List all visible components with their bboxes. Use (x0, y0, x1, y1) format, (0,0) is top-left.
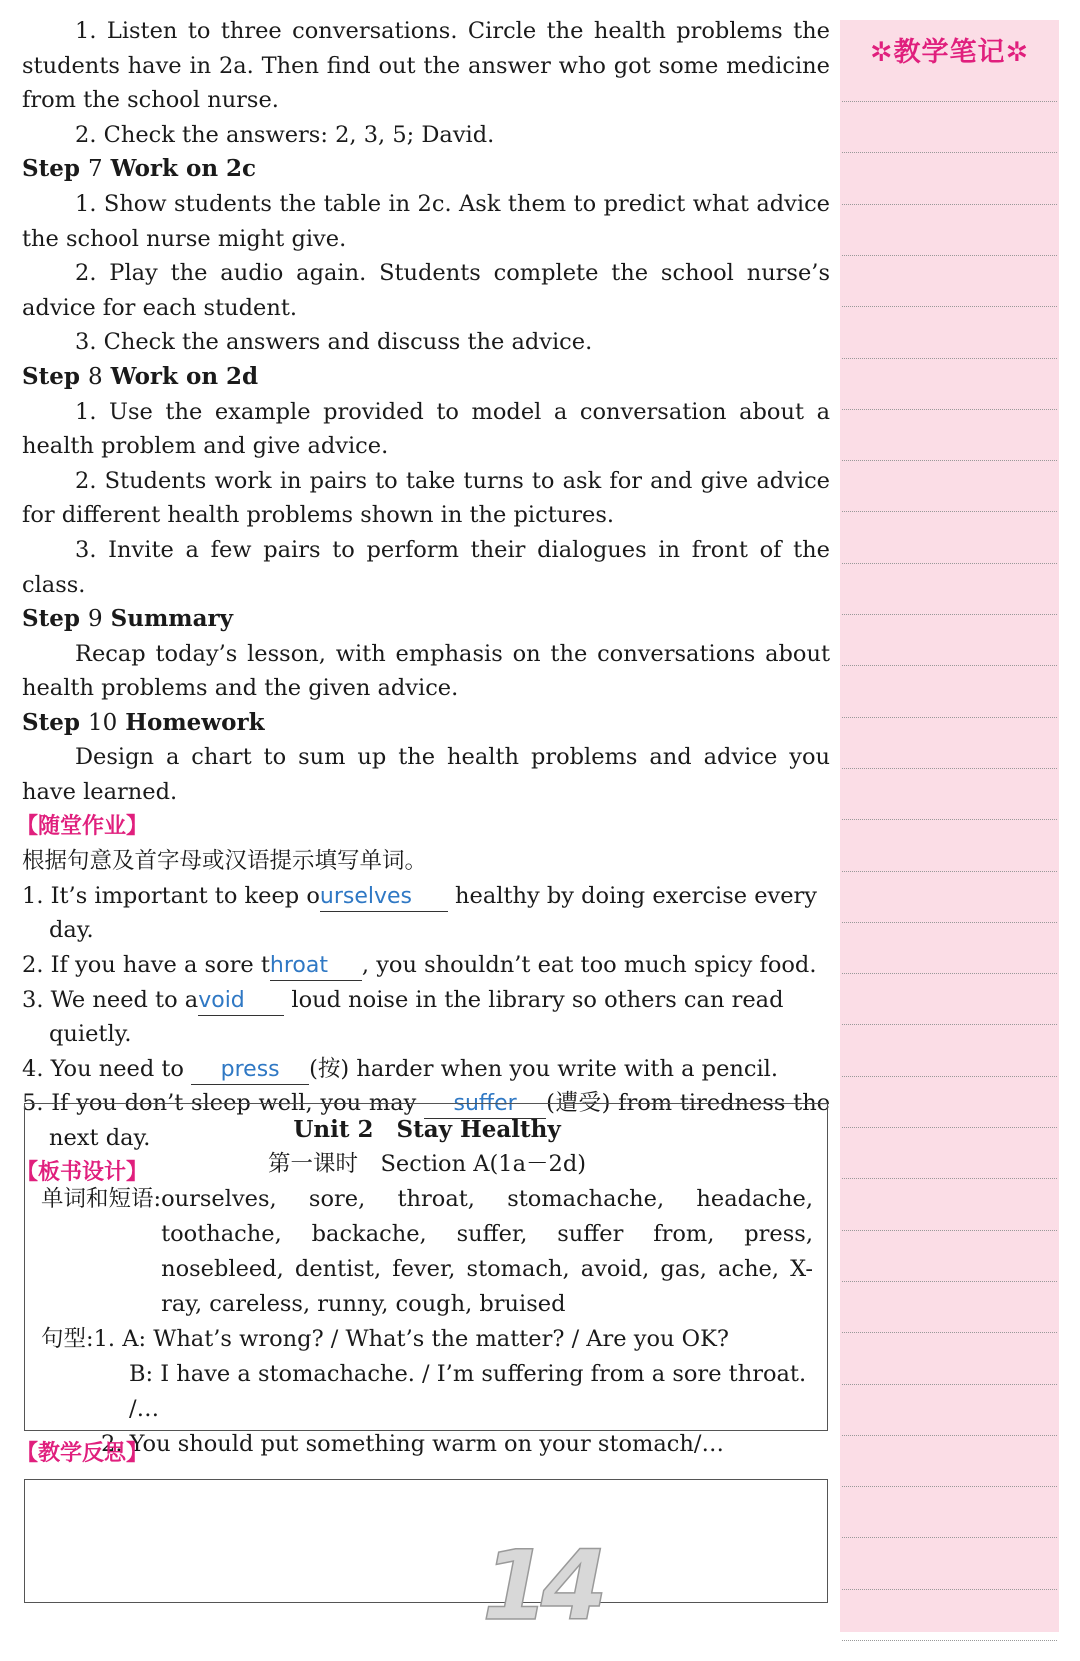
paragraph: 1. Show students the table in 2c. Ask them to predict what advice the school nurse might give. (22, 190, 830, 252)
note-line (842, 1486, 1057, 1487)
note-line (842, 973, 1057, 974)
vocab-words: ourselves, sore, throat, stomachache, headache, toothache, backache, suffer, suffer from, press, nosebleed, dentist, fever, stomach, avoid, gas, ache, X-ray, careless, runny, cough, bruised (161, 1186, 813, 1317)
note-line (842, 1435, 1057, 1436)
step-heading: Step 9 Summary (22, 605, 234, 633)
exercise-item: 1. It’s important to keep ourselves healthy by doing exercise every day. (22, 882, 818, 944)
exercise-item: 4. You need to press (按) harder when you write with a pencil. (22, 1052, 830, 1087)
answer-text: press (220, 1056, 280, 1082)
step-heading: Step 8 Work on 2d (22, 362, 259, 390)
note-line (842, 255, 1057, 256)
note-line (842, 922, 1057, 923)
sentence-pattern: B: I have a stomachache. / I’m suffering from a sore throat. /… (129, 1361, 807, 1422)
board-title: Unit 2 Stay Healthy (293, 1116, 561, 1143)
note-line (842, 665, 1057, 666)
paragraph: 1. Listen to three conversations. Circle the health problems the students have in 2a. Then find out the answer who got some medicine from the school nurse. (22, 18, 830, 114)
note-line (842, 1589, 1057, 1590)
paragraph: 1. Use the example provided to model a conversation about a health problem and give advice. (22, 398, 830, 460)
section-heading-reflection: 【教学反思】 (16, 1441, 149, 1466)
note-line (842, 1024, 1057, 1025)
answer-text: urselves (319, 883, 413, 909)
note-line (842, 511, 1057, 512)
answer-text: hroat (269, 953, 328, 979)
note-line (842, 768, 1057, 769)
note-line (842, 409, 1057, 410)
note-line (842, 152, 1057, 153)
note-line (842, 1332, 1057, 1333)
vocab-label: 单词和短语: (41, 1186, 162, 1212)
note-line (842, 358, 1057, 359)
answer-text: void (198, 987, 245, 1013)
section-heading-board: 【板书设计】 (16, 1159, 149, 1185)
sentence-pattern: 句型:1. A: What’s wrong? / What’s the matter? / Are you OK? (41, 1326, 729, 1352)
paragraph: Recap today’s lesson, with emphasis on the conversations about health problems and the given advice. (22, 640, 830, 702)
notes-sidebar (840, 20, 1059, 1632)
note-line (842, 101, 1057, 102)
notes-title: ✲教学笔记✲ (869, 37, 1030, 68)
note-line (842, 1640, 1057, 1641)
note-line (842, 1230, 1057, 1231)
section-heading-homework: 【随堂作业】 (16, 813, 149, 839)
page-number: 14 (482, 1530, 600, 1642)
note-line (842, 1537, 1057, 1538)
exercise-item: 3. We need to avoid loud noise in the library so others can read quietly. (22, 986, 784, 1048)
exercise-instruction: 根据句意及首字母或汉语提示填写单词。 (22, 848, 428, 875)
paragraph: Design a chart to sum up the health problems and advice you have learned. (22, 744, 830, 806)
note-line (842, 614, 1057, 615)
paragraph: 2. Play the audio again. Students complete the school nurse’s advice for each student. (22, 260, 830, 321)
answer-text: suffer (453, 1091, 517, 1117)
note-line (842, 563, 1057, 564)
note-line (842, 1384, 1057, 1385)
exercise-item: 5. If you don’t sleep well, you may suffer (遭受) from tiredness the next day. (22, 1090, 831, 1151)
reflection-box[interactable] (24, 1479, 828, 1603)
paragraph: 3. Invite a few pairs to perform their dialogues in front of the class. (22, 536, 830, 598)
paragraph: 3. Check the answers and discuss the advice. (75, 329, 593, 356)
lesson-content (16, 14, 831, 1190)
note-line (842, 871, 1057, 872)
paragraph: 2. Check the answers: 2, 3, 5; David. (75, 121, 495, 148)
note-line (842, 1178, 1057, 1179)
step-heading: Step 7 Work on 2c (22, 155, 257, 183)
paragraph: 2. Students work in pairs to take turns to ask for and give advice for different health problems shown in the pictures. (22, 467, 830, 529)
note-line (842, 1281, 1057, 1282)
note-line (842, 460, 1057, 461)
note-line (842, 1127, 1057, 1128)
board-subtitle: 第一课时 Section A(1a－2d) (267, 1151, 586, 1177)
note-line (842, 306, 1057, 307)
note-line (842, 204, 1057, 205)
note-line (842, 717, 1057, 718)
note-line (842, 1076, 1057, 1077)
exercise-item: 2. If you have a sore throat , you shouldn’t eat too much spicy food. (22, 948, 830, 983)
vocab-list (41, 1182, 813, 1322)
sentence-pattern: 2. You should put something warm on your stomach/… (101, 1431, 724, 1457)
note-line (842, 819, 1057, 820)
step-heading: Step 10 Homework (22, 708, 265, 736)
